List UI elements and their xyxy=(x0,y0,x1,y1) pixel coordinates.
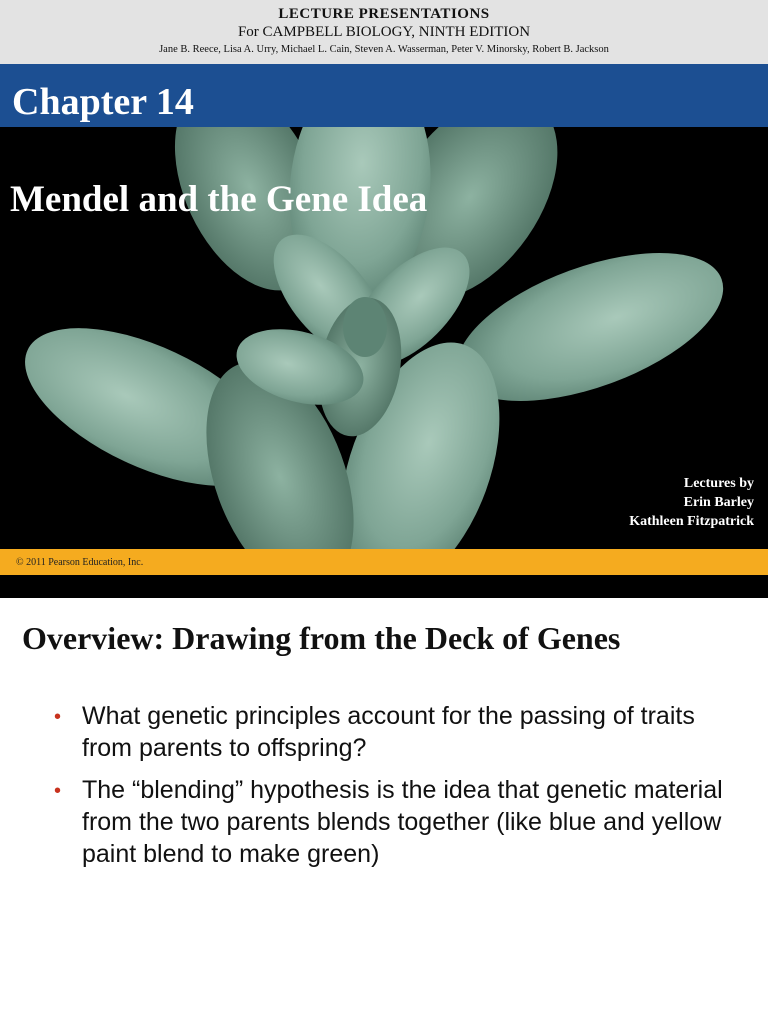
bullet-text: What genetic principles account for the passing of traits from parents to offspring? xyxy=(82,702,695,762)
header-line-2: For CAMPBELL BIOLOGY, NINTH EDITION xyxy=(237,24,531,40)
lecturer-name: Kathleen Fitzpatrick xyxy=(629,514,754,529)
slide-title: Overview: Drawing from the Deck of Genes xyxy=(22,620,621,656)
bullet-dot-icon: • xyxy=(54,780,62,802)
lecturers-credit xyxy=(629,474,754,531)
bullet-item xyxy=(50,700,750,764)
chapter-title: Mendel and the Gene Idea xyxy=(10,179,428,220)
bullet-text: The “blending” hypothesis is the idea that genetic material from the two parents blends together (like blue and yellow paint blend to make green) xyxy=(82,776,723,868)
copyright-notice: © 2011 Pearson Education, Inc. xyxy=(16,557,144,568)
bullet-list xyxy=(50,700,750,880)
header-banner xyxy=(0,0,768,64)
header-authors: Jane B. Reece, Lisa A. Urry, Michael L. Cain, Steven A. Wasserman, Peter V. Minorsky, Robert B. Jackson xyxy=(159,44,609,55)
chapter-heading: Chapter 14 xyxy=(12,81,194,123)
bullet-item xyxy=(50,774,750,870)
lecturers-label: Lectures by xyxy=(683,476,754,491)
bullet-dot-icon: • xyxy=(54,706,62,728)
header-line-1: LECTURE PRESENTATIONS xyxy=(278,6,490,22)
lecturer-name: Erin Barley xyxy=(683,495,754,510)
